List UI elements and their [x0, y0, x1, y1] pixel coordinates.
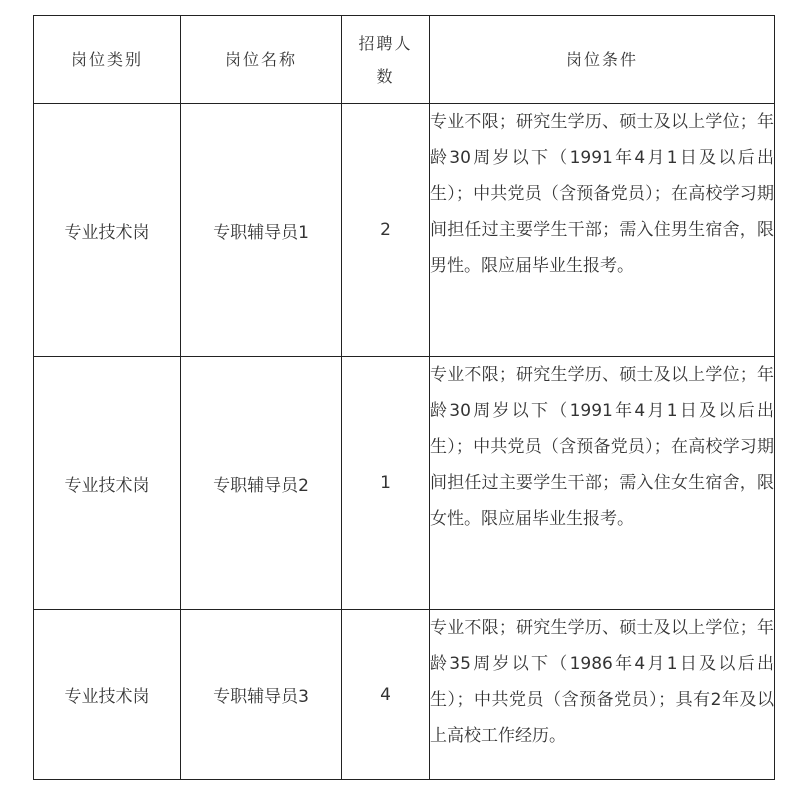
- header-count: [342, 16, 430, 104]
- cell-count: 2: [342, 104, 430, 357]
- cell-name: 专职辅导员1: [181, 104, 342, 357]
- header-count-label: 招聘人数: [358, 33, 413, 86]
- cell-category: 专业技术岗: [34, 357, 181, 610]
- cell-name: 专职辅导员2: [181, 357, 342, 610]
- cell-count: 1: [342, 357, 430, 610]
- table-row: [34, 357, 775, 610]
- job-positions-table: [33, 15, 775, 780]
- header-name: 岗位名称: [181, 16, 342, 104]
- cell-conditions: 专业不限；研究生学历、硕士及以上学位；年龄30周岁以下（1991年4月1日及以后出生）；中共党员（含预备党员）；在高校学习期间担任过主要学生干部；需入住男生宿舍，限男性。限应届毕业生报考。: [430, 104, 775, 357]
- cell-conditions: 专业不限；研究生学历、硕士及以上学位；年龄30周岁以下（1991年4月1日及以后出生）；中共党员（含预备党员）；在高校学习期间担任过主要学生干部；需入住女生宿舍，限女性。限应届毕业生报考。: [430, 357, 775, 610]
- cell-count: 4: [342, 610, 430, 780]
- table-header-row: [34, 16, 775, 104]
- cell-category: 专业技术岗: [34, 610, 181, 780]
- header-conditions: 岗位条件: [430, 16, 775, 104]
- cell-conditions: 专业不限；研究生学历、硕士及以上学位；年龄35周岁以下（1986年4月1日及以后出生）；中共党员（含预备党员）；具有2年及以上高校工作经历。: [430, 610, 775, 780]
- cell-category: 专业技术岗: [34, 104, 181, 357]
- cell-name: 专职辅导员3: [181, 610, 342, 780]
- header-category: 岗位类别: [34, 16, 181, 104]
- table-row: [34, 104, 775, 357]
- table-row: [34, 610, 775, 780]
- job-table-container: [33, 15, 775, 780]
